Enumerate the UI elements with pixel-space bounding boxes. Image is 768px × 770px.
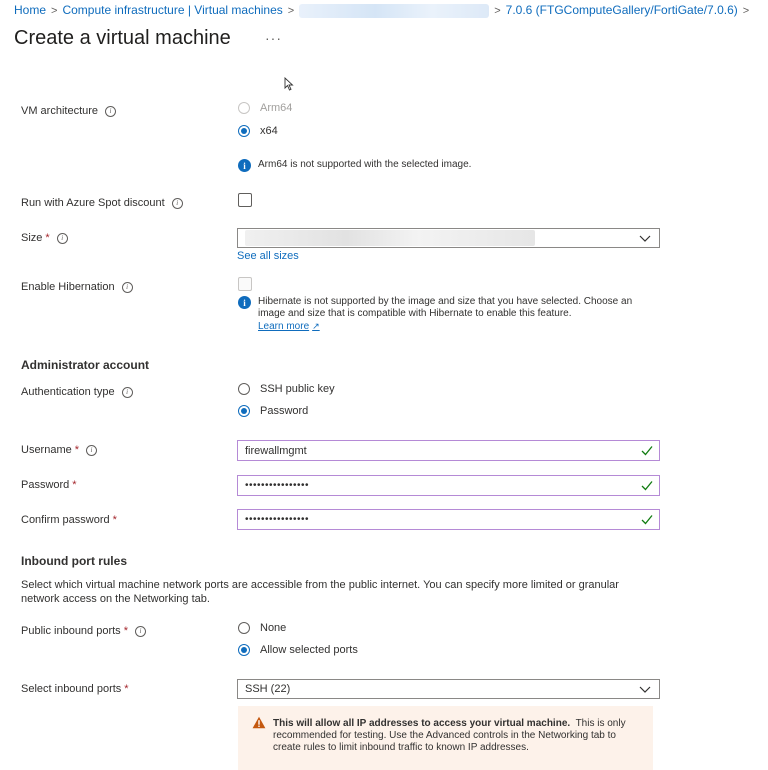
info-icon[interactable]: i xyxy=(57,233,68,244)
breadcrumb-home[interactable]: Home xyxy=(14,3,47,17)
username-label: Username * i xyxy=(21,444,97,456)
size-label: Size * i xyxy=(21,232,68,244)
hibernation-label: Enable Hibernation i xyxy=(21,281,133,293)
radio-label: Arm64 xyxy=(260,102,293,114)
breadcrumb-separator-icon: > xyxy=(494,5,501,17)
radio-button[interactable] xyxy=(238,622,250,634)
checkmark-icon xyxy=(641,514,653,525)
select-inbound-ports-dropdown[interactable]: SSH (22) xyxy=(237,679,660,699)
breadcrumb-separator-icon: > xyxy=(742,5,750,17)
learn-more-link[interactable]: Learn more ↗ xyxy=(258,321,320,332)
authentication-type-label: Authentication type i xyxy=(21,386,133,398)
info-icon: i xyxy=(238,159,251,172)
breadcrumb-redacted[interactable] xyxy=(299,4,489,18)
info-icon[interactable]: i xyxy=(135,626,146,637)
select-inbound-ports-label: Select inbound ports * xyxy=(21,683,129,695)
info-icon: i xyxy=(238,296,251,309)
page-title: Create a virtual machine xyxy=(14,27,231,49)
breadcrumb-separator-icon: > xyxy=(51,5,58,17)
inbound-description: Select which virtual machine network ports are accessible from the public internet. You can specify more limited or granular network access on the Networking tab. xyxy=(21,579,619,605)
vm-architecture-label: VM architecture i xyxy=(21,105,116,117)
radio-button[interactable] xyxy=(238,405,250,417)
breadcrumb-compute[interactable]: Compute infrastructure | Virtual machines xyxy=(62,3,283,17)
info-icon[interactable]: i xyxy=(172,198,183,209)
password-label: Password * xyxy=(21,479,77,491)
more-options-button[interactable]: ··· xyxy=(265,30,282,46)
radio-button xyxy=(238,102,250,114)
radio-button[interactable] xyxy=(238,644,250,656)
info-icon[interactable]: i xyxy=(105,106,116,117)
hibernation-checkbox xyxy=(238,277,252,291)
info-icon[interactable]: i xyxy=(122,387,133,398)
administrator-account-heading: Administrator account xyxy=(21,358,150,372)
warning-icon xyxy=(252,716,266,729)
chevron-down-icon xyxy=(639,233,651,243)
radio-button[interactable] xyxy=(238,383,250,395)
radio-label: SSH public key xyxy=(260,383,335,395)
inbound-warning-banner xyxy=(238,706,653,770)
radio-x64[interactable] xyxy=(238,125,278,137)
chevron-down-icon xyxy=(639,684,651,694)
checkmark-icon xyxy=(641,445,653,456)
arm64-info-message: i Arm64 is not supported with the selected image. xyxy=(238,159,471,172)
radio-label: x64 xyxy=(260,125,278,137)
see-all-sizes-link[interactable]: See all sizes xyxy=(237,250,299,262)
spot-discount-checkbox[interactable] xyxy=(238,193,252,207)
password-input[interactable]: •••••••••••••••• xyxy=(237,475,660,496)
username-input[interactable]: firewallmgmt xyxy=(237,440,660,461)
external-link-icon: ↗ xyxy=(312,321,320,331)
info-icon[interactable]: i xyxy=(122,282,133,293)
spot-discount-label: Run with Azure Spot discount i xyxy=(21,197,183,209)
mouse-cursor-icon xyxy=(284,77,294,91)
confirm-password-input[interactable]: •••••••••••••••• xyxy=(237,509,660,530)
radio-ssh-public-key[interactable] xyxy=(238,383,335,395)
info-icon[interactable]: i xyxy=(86,445,97,456)
breadcrumb-separator-icon: > xyxy=(287,5,295,17)
radio-arm64 xyxy=(238,102,292,114)
warning-title: This will allow all IP addresses to access your virtual machine. xyxy=(273,718,571,729)
size-value-redacted xyxy=(245,230,535,246)
size-dropdown[interactable] xyxy=(237,228,660,248)
public-inbound-ports-label: Public inbound ports * i xyxy=(21,625,146,637)
radio-label: None xyxy=(260,622,287,634)
radio-label: Password xyxy=(260,405,309,417)
inbound-port-rules-heading: Inbound port rules xyxy=(21,554,127,568)
radio-allow-selected-ports[interactable] xyxy=(238,644,358,656)
radio-button[interactable] xyxy=(238,125,250,137)
checkmark-icon xyxy=(641,480,653,491)
radio-password[interactable] xyxy=(238,405,308,417)
breadcrumb-image[interactable]: 7.0.6 (FTGComputeGallery/FortiGate/7.0.6) xyxy=(505,3,738,17)
breadcrumb xyxy=(14,3,754,18)
confirm-password-label: Confirm password * xyxy=(21,514,117,526)
warning-text: This is only recommended for testing. Use the Advanced controls in the Networking tab to create rules to limit inbound traffic to known IP addresses. xyxy=(273,718,626,753)
hibernation-info-message: i Hibernate is not supported by the image and size that you have selected. Choose an image and size that is compatible with Hibernate to enable this feature. Learn more ↗ xyxy=(238,296,638,333)
radio-label: Allow selected ports xyxy=(260,644,358,656)
radio-none[interactable] xyxy=(238,622,286,634)
